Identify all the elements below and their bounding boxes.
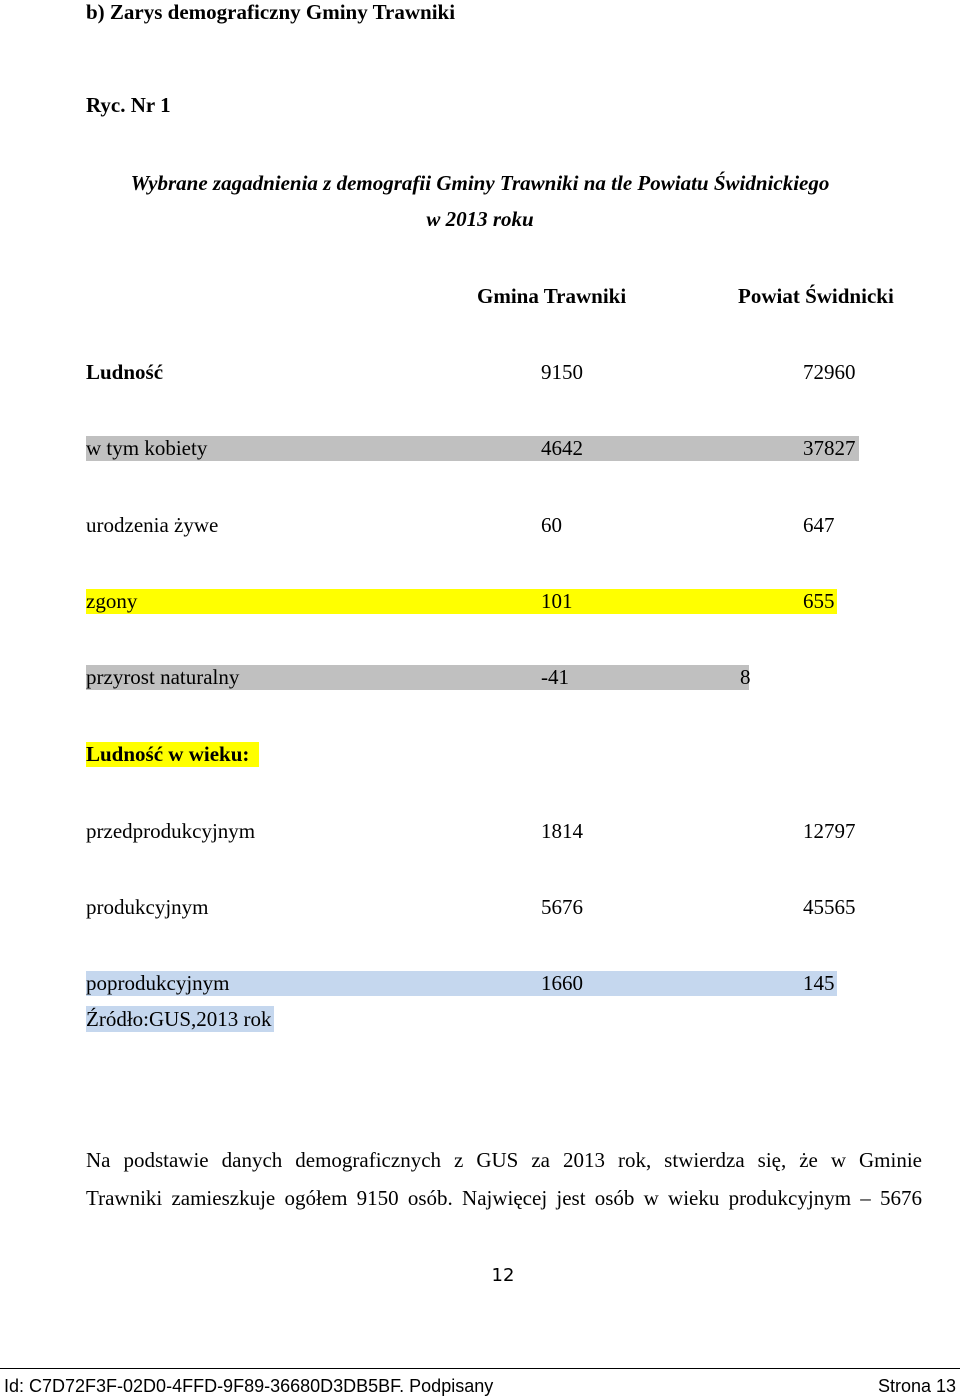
row-label: produkcyjnym xyxy=(86,895,209,919)
column-header-powiat: Powiat Świdnicki xyxy=(738,284,894,308)
value-gmina: 4642 xyxy=(541,436,583,460)
row-label: zgony xyxy=(86,589,138,613)
row-label: w tym kobiety xyxy=(86,436,208,460)
column-header-gmina: Gmina Trawniki xyxy=(477,284,627,308)
value-gmina: 60 xyxy=(541,513,562,537)
table-row xyxy=(86,742,259,767)
body-paragraph-line-1: Na podstawie danych demograficznych z GUS za 2013 rok, stwierdza się, że w Gminie xyxy=(86,1148,922,1172)
value-gmina: 9150 xyxy=(541,360,583,384)
row-label: przyrost naturalny xyxy=(86,665,240,689)
value-powiat: 647 xyxy=(803,513,835,537)
figure-caption-line-1: Wybrane zagadnienia z demografii Gminy Trawniki na tle Powiatu Świdnickiego xyxy=(130,171,830,195)
value-powiat: 8 xyxy=(740,665,751,689)
table-row xyxy=(86,971,837,996)
page-number: 12 xyxy=(491,1265,515,1286)
table-row xyxy=(0,819,960,844)
value-powiat: 145 xyxy=(803,971,835,995)
row-label: poprodukcyjnym xyxy=(86,971,230,995)
footer-document-id: Id: C7D72F3F-02D0-4FFD-9F89-36680D3DB5BF. Podpisany xyxy=(4,1376,494,1396)
value-powiat: 72960 xyxy=(803,360,856,384)
table-row xyxy=(86,589,837,614)
row-label: przedprodukcyjnym xyxy=(86,819,256,843)
footer-divider xyxy=(0,1368,960,1369)
section-title: b) Zarys demograficzny Gminy Trawniki xyxy=(86,0,456,24)
body-paragraph-line-2: Trawniki zamieszkuje ogółem 9150 osób. Najwięcej jest osób w wieku produkcyjnym – 5676 xyxy=(86,1186,922,1210)
table-row xyxy=(86,665,749,690)
figure-caption-line-2: w 2013 roku xyxy=(426,207,534,231)
value-powiat: 655 xyxy=(803,589,835,613)
value-gmina: 101 xyxy=(541,589,573,613)
value-powiat: 12797 xyxy=(803,819,856,843)
row-label: Ludność w wieku: xyxy=(86,742,250,766)
value-gmina: 1814 xyxy=(541,819,583,843)
value-powiat: 45565 xyxy=(803,895,856,919)
value-powiat: 37827 xyxy=(803,436,856,460)
table-source-note: Źródło:GUS,2013 rok xyxy=(86,1007,272,1031)
value-gmina: -41 xyxy=(541,665,569,689)
value-gmina: 1660 xyxy=(541,971,583,995)
footer-page-indicator: Strona 13 xyxy=(877,1376,956,1396)
table-row xyxy=(0,895,960,920)
row-label: Ludność xyxy=(86,360,164,384)
row-label: urodzenia żywe xyxy=(86,513,219,537)
table-row xyxy=(0,513,960,538)
figure-label: Ryc. Nr 1 xyxy=(86,93,171,117)
table-row xyxy=(0,360,960,385)
value-gmina: 5676 xyxy=(541,895,583,919)
table-row xyxy=(86,436,859,461)
